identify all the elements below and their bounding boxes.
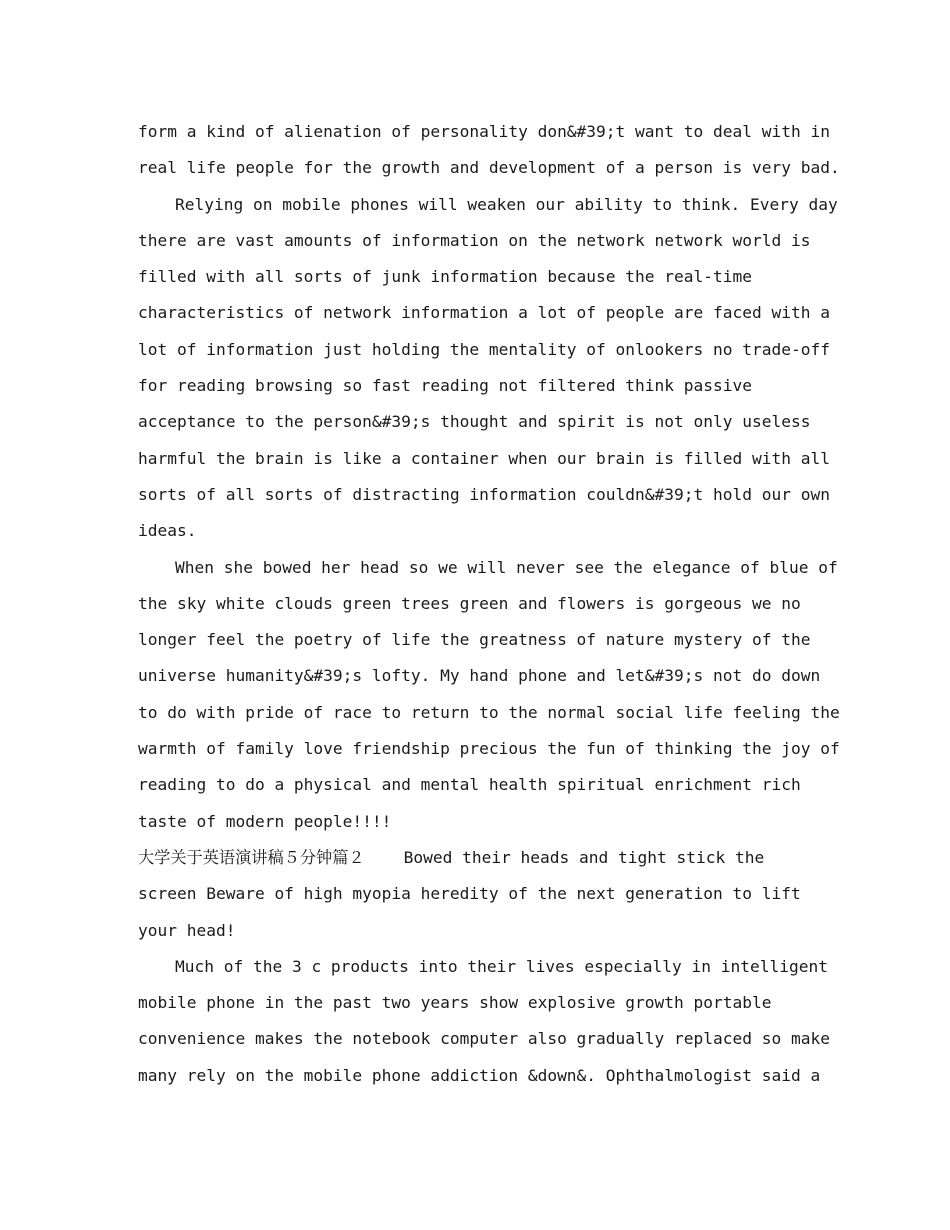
text-line: harmful the brain is like a container when our brain is filled with all bbox=[138, 448, 830, 468]
text-line: Relying on mobile phones will weaken our ability to think. Every day bbox=[175, 194, 838, 214]
paragraph-2 bbox=[138, 187, 838, 550]
text-line: characteristics of network information a lot of people are faced with a bbox=[138, 303, 830, 323]
text-line: acceptance to the person&#39;s thought and spirit is not only useless bbox=[138, 412, 811, 432]
paragraph-4 bbox=[138, 840, 818, 949]
text-line: there are vast amounts of information on the network network world is bbox=[138, 230, 811, 250]
text-line: longer feel the poetry of life the greatness of nature mystery of the bbox=[138, 630, 811, 650]
text-line: form a kind of alienation of personality don&#39;t want to deal with in bbox=[138, 122, 830, 141]
text-line: filled with all sorts of junk information because the real-time bbox=[138, 267, 752, 287]
document-body bbox=[138, 114, 840, 1094]
heading-line bbox=[138, 840, 818, 876]
text-line: reading to do a physical and mental health spiritual enrichment rich bbox=[138, 775, 801, 795]
text-line: sorts of all sorts of distracting information couldn&#39;t hold our own bbox=[138, 484, 830, 504]
text-line: the sky white clouds green trees green and flowers is gorgeous we no bbox=[138, 593, 801, 613]
text-line: When she bowed her head so we will never see the elegance of blue of bbox=[175, 557, 838, 577]
text-line: convenience makes the notebook computer also gradually replaced so make bbox=[138, 1029, 830, 1049]
heading-line-tail: Bowed their heads and tight stick the bbox=[364, 847, 765, 867]
text-line: warmth of family love friendship precious the fun of thinking the joy of bbox=[138, 739, 840, 759]
paragraph-5 bbox=[138, 949, 830, 1094]
text-line: screen Beware of high myopia heredity of the next generation to lift bbox=[138, 884, 801, 904]
text-line: Much of the 3 c products into their lives especially in intelligent bbox=[175, 956, 828, 976]
text-line: taste of modern people!!!! bbox=[138, 811, 392, 831]
text-line: for reading browsing so fast reading not filtered think passive bbox=[138, 376, 752, 396]
text-line: ideas. bbox=[138, 521, 197, 541]
text-line: to do with pride of race to return to the normal social life feeling the bbox=[138, 702, 840, 722]
paragraph-3 bbox=[138, 550, 840, 840]
text-line: lot of information just holding the mentality of onlookers no trade-off bbox=[138, 339, 830, 359]
text-line: universe humanity&#39;s lofty. My hand phone and let&#39;s not do down bbox=[138, 666, 821, 686]
text-line: real life people for the growth and development of a person is very bad. bbox=[138, 158, 840, 178]
text-line: mobile phone in the past two years show explosive growth portable bbox=[138, 993, 772, 1013]
text-line: your head! bbox=[138, 920, 236, 940]
text-line: many rely on the mobile phone addiction &down&. Ophthalmologist said a bbox=[138, 1065, 821, 1085]
paragraph-1 bbox=[138, 114, 840, 187]
section-heading: 大学关于英语演讲稿５分钟篇２ bbox=[138, 847, 365, 867]
